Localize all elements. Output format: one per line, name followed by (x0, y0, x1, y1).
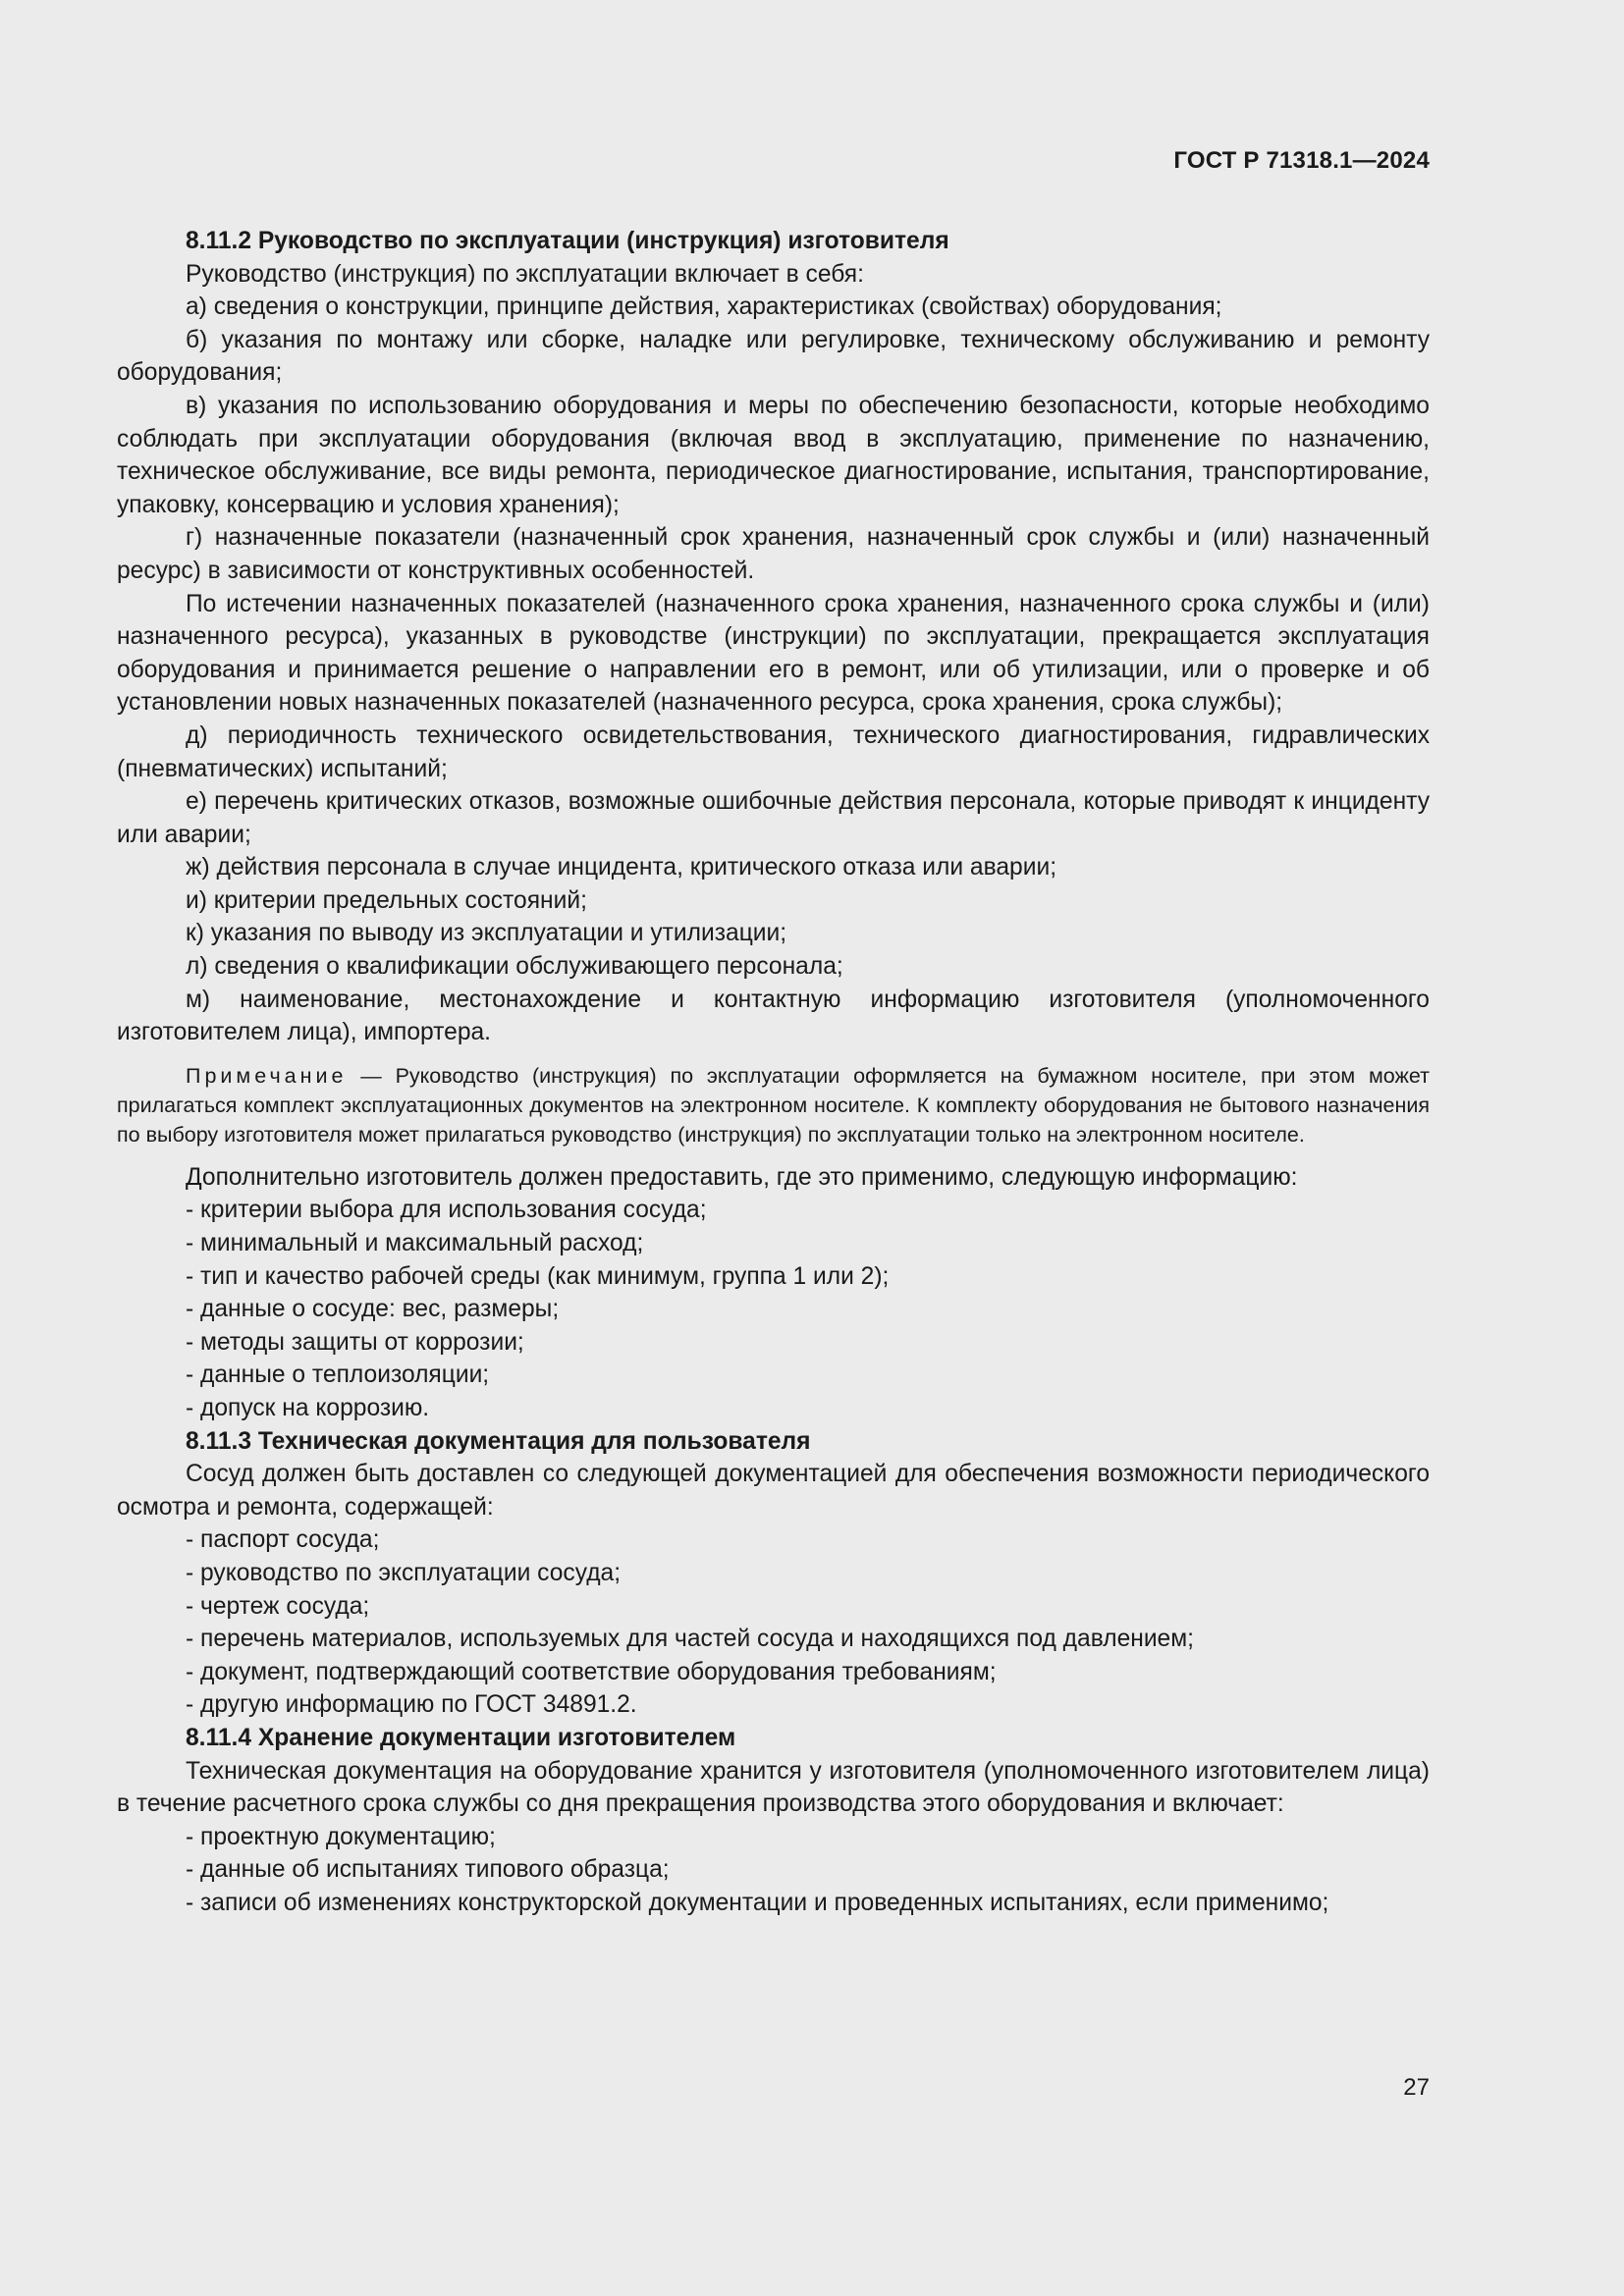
list-item: д) периодичность технического освидетельствования, технического диагностирования, гидравлических (пневматических) испытаний; (117, 721, 1430, 782)
list-item: л) сведения о квалификации обслуживающего персонала; (186, 953, 843, 981)
list-item: - критерии выбора для использования сосуда; (186, 1197, 707, 1224)
list-item: - данные об испытаниях типового образца; (186, 1856, 670, 1884)
list-item: - руководство по эксплуатации сосуда; (186, 1559, 622, 1586)
note-text: — Руководство (инструкция) по эксплуатации оформляется на бумажном носителе, при этом может прилагаться комплект эксплуатационных документов на электронном носителе. К комплекту оборудования не бытового назначения по выбору изготовителя может прилагаться руководство (инструкция) по эксплуатации только на электронном носителе. (117, 1063, 1430, 1147)
list-item: - перечень материалов, используемых для частей сосуда и находящихся под давлением; (186, 1626, 1194, 1653)
section-heading-8-11-4: 8.11.4 Хранение документации изготовителем (186, 1724, 736, 1751)
section-heading-8-11-2: 8.11.2 Руководство по эксплуатации (инструкция) изготовителя (186, 228, 949, 254)
paragraph: Дополнительно изготовитель должен предоставить, где это применимо, следующую информацию: (186, 1163, 1298, 1191)
paragraph: Техническая документация на оборудование хранится у изготовителя (уполномоченного изготовителем лица) в течение расчетного срока службы со дня прекращения производства этого оборудования и включает: (117, 1757, 1430, 1818)
paragraph: Руководство (инструкция) по эксплуатации включает в себя: (186, 260, 864, 288)
list-item: - данные о теплоизоляции; (186, 1362, 490, 1389)
list-item: м) наименование, местонахождение и контактную информацию изготовителя (уполномоченного изготовителем лица), импортера. (117, 986, 1430, 1046)
list-item: - методы защиты от коррозии; (186, 1328, 524, 1356)
list-item: - другую информацию по ГОСТ 34891.2. (186, 1691, 637, 1719)
list-item: - минимальный и максимальный расход; (186, 1230, 644, 1257)
paragraph: Сосуд должен быть доставлен со следующей документацией для обеспечения возможности периодического осмотра и ремонта, содержащей: (117, 1461, 1430, 1521)
note-label: Примечание (186, 1063, 348, 1088)
list-item: - тип и качество рабочей среды (как минимум, группа 1 или 2); (186, 1262, 890, 1290)
section-heading-8-11-3: 8.11.3 Техническая документация для пользователя (186, 1427, 811, 1455)
list-item: ж) действия персонала в случае инцидента, критического отказа или аварии; (186, 854, 1057, 881)
document-body (117, 225, 1430, 1920)
page-number: 27 (1403, 2074, 1430, 2101)
paragraph: По истечении назначенных показателей (назначенного срока хранения, назначенного срока службы и (или) назначенного ресурса), указанных в руководстве (инструкции) по эксплуатации, прекращается эксплуатация оборудования и принимается решение о направлении его в ремонт, или об утилизации, или о проверке и об установлении новых назначенных показателей (назначенного ресурса, срока хранения, срока службы); (117, 590, 1430, 717)
list-item: е) перечень критических отказов, возможные ошибочные действия персонала, которые приводят к инциденту или аварии; (117, 788, 1430, 848)
standard-header: ГОСТ Р 71318.1—2024 (1173, 147, 1430, 174)
list-item: - паспорт сосуда; (186, 1526, 380, 1554)
list-item: г) назначенные показатели (назначенный срок хранения, назначенный срок службы и (или) назначенный ресурс) в зависимости от конструктивных особенностей. (117, 524, 1430, 584)
list-item: - документ, подтверждающий соответствие оборудования требованиям; (186, 1658, 997, 1685)
list-item: - допуск на коррозию. (186, 1395, 430, 1421)
list-item: к) указания по выводу из эксплуатации и утилизации; (186, 920, 787, 947)
list-item: в) указания по использованию оборудования и меры по обеспечению безопасности, которые необходимо соблюдать при эксплуатации оборудования (включая ввод в эксплуатацию, применение по назначению, техническое обслуживание, все виды ремонта, периодическое диагностирование, испытания, транспортирование, упаковку, консервацию и условия хранения); (117, 392, 1430, 518)
document-page (117, 0, 1430, 2296)
note (117, 1061, 1430, 1149)
list-item: б) указания по монтажу или сборке, наладке или регулировке, техническому обслуживанию и ремонту оборудования; (117, 326, 1430, 387)
list-item: - чертеж сосуда; (186, 1592, 370, 1620)
list-item: - проектную документацию; (186, 1823, 496, 1850)
list-item: - данные о сосуде: вес, размеры; (186, 1296, 560, 1323)
list-item: и) критерии предельных состояний; (186, 886, 587, 914)
list-item: а) сведения о конструкции, принципе действия, характеристиках (свойствах) оборудования; (186, 294, 1222, 321)
list-item: - записи об изменениях конструкторской документации и проведенных испытаниях, если применимо; (186, 1889, 1329, 1916)
